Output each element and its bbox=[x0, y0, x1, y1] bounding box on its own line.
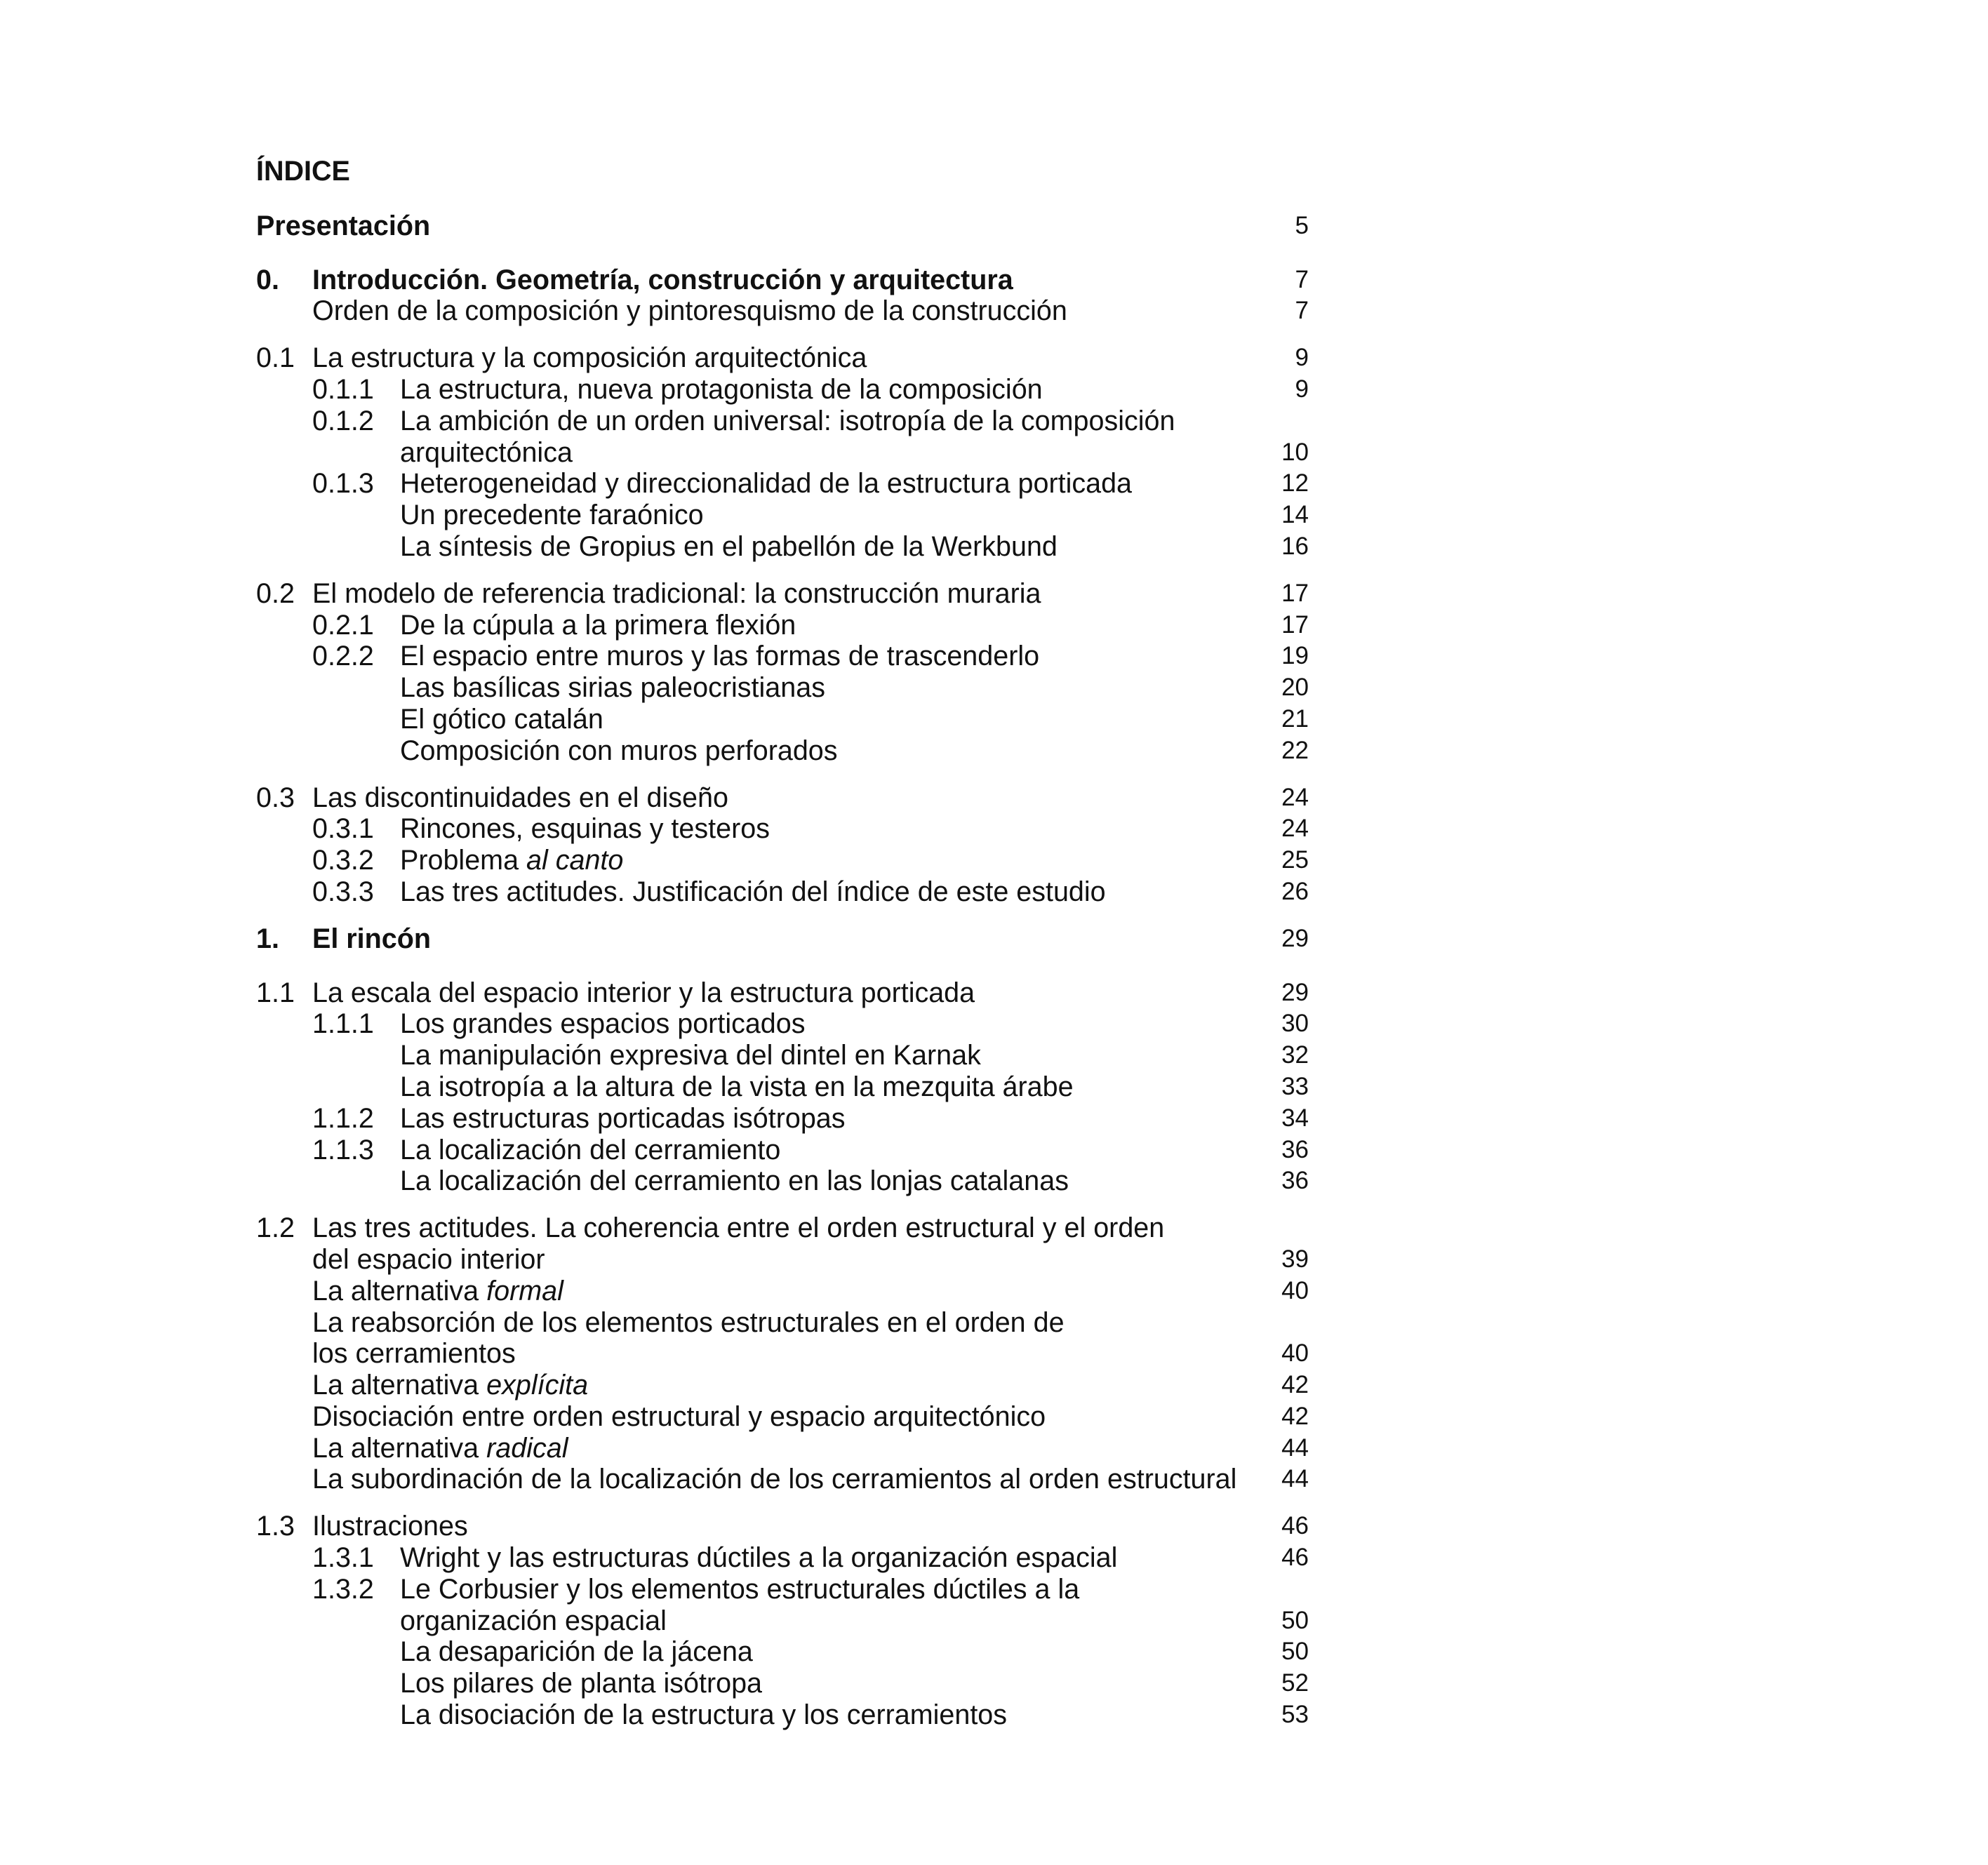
toc-entry-text: Las tres actitudes. La coherencia entre el orden estructural y el orden bbox=[312, 1212, 1165, 1244]
toc-entry-page: 29 bbox=[1281, 924, 1309, 952]
toc-entry-text: De la cúpula a la primera flexión bbox=[400, 609, 796, 641]
toc-group bbox=[256, 1212, 1309, 1495]
toc-entry-text: La manipulación expresiva del dintel en Karnak bbox=[400, 1040, 981, 1071]
toc-entry-text: Wright y las estructuras dúctiles a la organización espacial bbox=[400, 1542, 1118, 1574]
toc-entry bbox=[256, 813, 1309, 845]
toc-entry bbox=[256, 1433, 1309, 1464]
toc-entry-title bbox=[400, 1135, 1239, 1166]
toc-entry-title bbox=[312, 1276, 1239, 1307]
toc-entry-page: 46 bbox=[1281, 1544, 1309, 1572]
toc-entry-page: 46 bbox=[1281, 1512, 1309, 1540]
toc-entry-text: Introducción. Geometría, construcción y arquitectura bbox=[312, 264, 1013, 295]
toc-entry-title bbox=[400, 1008, 1239, 1040]
toc-entry bbox=[256, 735, 1309, 767]
toc-entry-page: 40 bbox=[1281, 1276, 1309, 1304]
toc-entry-page: 17 bbox=[1281, 610, 1309, 639]
toc-entry bbox=[256, 1464, 1309, 1495]
toc-group bbox=[256, 923, 1309, 955]
toc-entry-title bbox=[400, 1636, 1239, 1668]
toc-entry-page: 12 bbox=[1281, 469, 1309, 497]
toc-entry-page: 36 bbox=[1281, 1167, 1309, 1195]
toc-entry bbox=[256, 210, 1309, 242]
toc-entry-text: La estructura y la composición arquitectónica bbox=[312, 342, 867, 374]
toc-entry bbox=[256, 1699, 1309, 1731]
toc-groups bbox=[256, 210, 1309, 1731]
toc-entry-title bbox=[400, 1699, 1239, 1731]
toc-group bbox=[256, 977, 1309, 1198]
toc-entry bbox=[256, 500, 1309, 531]
toc-entry-text: Orden de la composición y pintoresquismo de la construcción bbox=[312, 295, 1067, 327]
toc-entry-text: La alternativa bbox=[312, 1432, 487, 1464]
toc-entry bbox=[256, 578, 1309, 610]
toc-entry-number: 1.1.2 bbox=[312, 1102, 374, 1134]
toc-entry-title bbox=[312, 977, 1239, 1009]
toc-entry-title bbox=[312, 1212, 1239, 1276]
toc-entry-italic: formal bbox=[486, 1275, 563, 1306]
toc-entry-title bbox=[312, 578, 1239, 610]
toc-entry-text: Los grandes espacios porticados bbox=[400, 1008, 806, 1040]
toc-entry-text: Las tres actitudes. Justificación del índice de este estudio bbox=[400, 876, 1106, 907]
toc-entry-page: 20 bbox=[1281, 674, 1309, 702]
toc-entry-title bbox=[312, 1464, 1239, 1495]
toc-entry-title bbox=[400, 1071, 1239, 1103]
toc-entry-title bbox=[400, 374, 1239, 406]
toc-entry-text: Un precedente faraónico bbox=[400, 500, 704, 531]
toc-entry-page: 24 bbox=[1281, 783, 1309, 811]
toc-entry-text-continued: organización espacial bbox=[400, 1605, 667, 1636]
toc-entry-text: El modelo de referencia tradicional: la construcción muraria bbox=[312, 577, 1041, 609]
toc-entry bbox=[256, 531, 1309, 563]
toc-entry-page: 42 bbox=[1281, 1402, 1309, 1430]
toc-entry-page: 39 bbox=[1281, 1245, 1309, 1273]
toc-entry-text: La subordinación de la localización de los cerramientos al orden estructural bbox=[312, 1464, 1237, 1495]
toc-entry-text: La alternativa bbox=[312, 1275, 487, 1306]
toc-entry-title bbox=[312, 923, 1239, 955]
toc-entry bbox=[256, 1071, 1309, 1103]
toc-group bbox=[256, 265, 1309, 328]
toc-entry-text: El rincón bbox=[312, 923, 431, 954]
toc-entry-title bbox=[400, 704, 1239, 735]
toc-entry-title bbox=[400, 1103, 1239, 1135]
toc-group bbox=[256, 578, 1309, 767]
toc-entry-text: La escala del espacio interior y la estructura porticada bbox=[312, 977, 975, 1008]
toc-entry-page: 22 bbox=[1281, 736, 1309, 764]
toc-entry bbox=[256, 845, 1309, 876]
toc-entry-number: 0.3.2 bbox=[312, 845, 374, 876]
toc-entry-text: El espacio entre muros y las formas de trascenderlo bbox=[400, 641, 1040, 672]
toc-entry-page: 36 bbox=[1281, 1135, 1309, 1163]
toc-entry bbox=[256, 1542, 1309, 1574]
toc-entry-title bbox=[312, 295, 1239, 327]
toc-title: ÍNDICE bbox=[256, 156, 350, 187]
toc-entry-text: Disociación entre orden estructural y espacio arquitectónico bbox=[312, 1401, 1046, 1432]
toc-entry-page: 21 bbox=[1281, 704, 1309, 733]
toc-entry bbox=[256, 923, 1309, 955]
toc-entry-page: 10 bbox=[1281, 438, 1309, 466]
toc-entry-text-continued: arquitectónica bbox=[400, 436, 573, 468]
toc-entry-page: 50 bbox=[1281, 1606, 1309, 1634]
toc-entry-number: 1.3.2 bbox=[312, 1573, 374, 1605]
toc-entry bbox=[256, 1401, 1309, 1433]
toc-entry-number: 0. bbox=[256, 264, 279, 295]
toc-entry-page: 14 bbox=[1281, 501, 1309, 529]
toc-entry bbox=[256, 1307, 1309, 1370]
toc-entry-title bbox=[400, 500, 1239, 531]
toc-entry bbox=[256, 1668, 1309, 1699]
toc-entry-title bbox=[312, 1370, 1239, 1401]
toc-entry-number: 1.3.1 bbox=[312, 1542, 374, 1574]
toc-entry bbox=[256, 1165, 1309, 1197]
toc-entry-text-continued: los cerramientos bbox=[312, 1338, 516, 1370]
toc-entry-number: 0.1.2 bbox=[312, 405, 374, 436]
toc-entry-number: 1.2 bbox=[256, 1212, 295, 1244]
toc-entry-title bbox=[256, 210, 1239, 242]
toc-entry-italic: explícita bbox=[486, 1370, 589, 1401]
toc-entry bbox=[256, 1370, 1309, 1401]
toc-entry-italic: radical bbox=[486, 1432, 568, 1464]
toc-entry-number: 0.3.3 bbox=[312, 876, 374, 907]
toc-entry-text: Las basílicas sirias paleocristianas bbox=[400, 672, 825, 704]
toc-entry-title bbox=[400, 672, 1239, 704]
toc-entry-text: Problema bbox=[400, 845, 527, 876]
toc-entry-text: La alternativa bbox=[312, 1370, 487, 1401]
toc-entry bbox=[256, 406, 1309, 469]
toc-entry bbox=[256, 374, 1309, 406]
toc-entry-text: Rincones, esquinas y testeros bbox=[400, 813, 770, 845]
toc-entry-text-continued: del espacio interior bbox=[312, 1243, 545, 1275]
toc-entry bbox=[256, 1040, 1309, 1071]
table-of-contents bbox=[256, 156, 1309, 1746]
toc-entry bbox=[256, 342, 1309, 374]
toc-entry-title bbox=[400, 468, 1239, 500]
toc-entry-page: 24 bbox=[1281, 815, 1309, 843]
toc-entry bbox=[256, 468, 1309, 500]
toc-entry-number: 0.2.1 bbox=[312, 609, 374, 641]
toc-entry-title bbox=[400, 1668, 1239, 1699]
toc-entry-text: Las discontinuidades en el diseño bbox=[312, 782, 728, 813]
toc-entry-title bbox=[312, 1401, 1239, 1433]
toc-group bbox=[256, 342, 1309, 563]
toc-group bbox=[256, 1511, 1309, 1731]
toc-entry-title bbox=[400, 1040, 1239, 1071]
toc-entry-number: 0.1 bbox=[256, 342, 295, 374]
toc-entry-page: 16 bbox=[1281, 532, 1309, 560]
toc-entry bbox=[256, 1212, 1309, 1276]
toc-entry-page: 42 bbox=[1281, 1371, 1309, 1399]
toc-entry bbox=[256, 265, 1309, 296]
toc-entry-page: 5 bbox=[1295, 211, 1309, 239]
toc-entry-title bbox=[312, 342, 1239, 374]
toc-entry-text: La síntesis de Gropius en el pabellón de la Werkbund bbox=[400, 530, 1058, 562]
toc-entry bbox=[256, 1103, 1309, 1135]
toc-entry-text: La localización del cerramiento en las lonjas catalanas bbox=[400, 1165, 1069, 1197]
toc-entry-title bbox=[400, 1574, 1239, 1637]
toc-entry-page: 50 bbox=[1281, 1638, 1309, 1666]
toc-entry-number: 0.3.1 bbox=[312, 813, 374, 845]
toc-entry bbox=[256, 641, 1309, 672]
toc-entry-title bbox=[400, 641, 1239, 672]
toc-entry-title bbox=[400, 610, 1239, 641]
toc-entry-title bbox=[312, 265, 1239, 296]
toc-entry-text: La localización del cerramiento bbox=[400, 1134, 781, 1165]
toc-entry-page: 44 bbox=[1281, 1433, 1309, 1462]
toc-entry-page: 9 bbox=[1295, 344, 1309, 372]
toc-entry-title bbox=[400, 735, 1239, 767]
toc-entry-text: La reabsorción de los elementos estructurales en el orden de bbox=[312, 1306, 1065, 1338]
toc-entry-title bbox=[400, 1165, 1239, 1197]
toc-entry bbox=[256, 1574, 1309, 1637]
toc-entry-page: 32 bbox=[1281, 1041, 1309, 1069]
toc-entry-text: Las estructuras porticadas isótropas bbox=[400, 1102, 846, 1134]
toc-entry-page: 7 bbox=[1295, 297, 1309, 325]
toc-entry bbox=[256, 1511, 1309, 1542]
toc-entry bbox=[256, 1636, 1309, 1668]
toc-entry-text: El gótico catalán bbox=[400, 703, 603, 735]
toc-entry-number: 1. bbox=[256, 923, 279, 954]
toc-entry-text: Le Corbusier y los elementos estructurales dúctiles a la bbox=[400, 1573, 1080, 1605]
toc-entry-page: 52 bbox=[1281, 1669, 1309, 1697]
toc-entry-number: 0.1.1 bbox=[312, 373, 374, 405]
toc-entry bbox=[256, 1276, 1309, 1307]
toc-entry-page: 40 bbox=[1281, 1339, 1309, 1368]
toc-entry-page: 33 bbox=[1281, 1072, 1309, 1100]
toc-entry-title bbox=[312, 1307, 1239, 1370]
toc-entry-title bbox=[312, 1511, 1239, 1542]
toc-entry-number: 1.3 bbox=[256, 1511, 295, 1542]
toc-entry-number: 0.3 bbox=[256, 782, 295, 813]
toc-entry-text: La isotropía a la altura de la vista en la mezquita árabe bbox=[400, 1071, 1074, 1102]
toc-entry-text: La desaparición de la jácena bbox=[400, 1636, 753, 1668]
toc-entry-title bbox=[312, 782, 1239, 814]
toc-entry bbox=[256, 977, 1309, 1009]
toc-entry-page: 19 bbox=[1281, 642, 1309, 670]
toc-entry-number: 0.1.3 bbox=[312, 468, 374, 500]
toc-entry-text: Ilustraciones bbox=[312, 1511, 468, 1542]
toc-entry-title bbox=[400, 406, 1239, 469]
toc-entry-page: 25 bbox=[1281, 846, 1309, 874]
toc-entry bbox=[256, 672, 1309, 704]
toc-entry-text: Presentación bbox=[256, 210, 431, 241]
toc-entry bbox=[256, 1008, 1309, 1040]
toc-entry-page: 53 bbox=[1281, 1701, 1309, 1729]
toc-entry-number: 1.1.3 bbox=[312, 1134, 374, 1165]
toc-entry bbox=[256, 704, 1309, 735]
toc-group bbox=[256, 782, 1309, 908]
toc-entry-text: La disociación de la estructura y los cerramientos bbox=[400, 1699, 1008, 1731]
toc-entry-page: 44 bbox=[1281, 1465, 1309, 1493]
toc-entry-page: 26 bbox=[1281, 877, 1309, 905]
toc-entry-italic: al canto bbox=[526, 845, 624, 876]
toc-entry bbox=[256, 295, 1309, 327]
toc-entry-title bbox=[312, 1433, 1239, 1464]
toc-entry-text: La ambición de un orden universal: isotropía de la composición bbox=[400, 405, 1175, 436]
toc-entry-text: Composición con muros perforados bbox=[400, 735, 838, 766]
toc-entry bbox=[256, 610, 1309, 641]
toc-entry-page: 9 bbox=[1295, 375, 1309, 403]
toc-entry-number: 0.2.2 bbox=[312, 641, 374, 672]
toc-entry-title bbox=[400, 876, 1239, 908]
toc-entry-title bbox=[400, 845, 1239, 876]
toc-entry-text: La estructura, nueva protagonista de la composición bbox=[400, 373, 1043, 405]
toc-entry bbox=[256, 1135, 1309, 1166]
toc-entry bbox=[256, 782, 1309, 814]
toc-entry-page: 29 bbox=[1281, 978, 1309, 1006]
toc-entry-text: Los pilares de planta isótropa bbox=[400, 1668, 763, 1699]
toc-entry bbox=[256, 876, 1309, 908]
toc-entry-number: 1.1 bbox=[256, 977, 295, 1008]
toc-entry-page: 34 bbox=[1281, 1104, 1309, 1132]
toc-group bbox=[256, 210, 1309, 242]
toc-entry-number: 1.1.1 bbox=[312, 1008, 374, 1040]
toc-entry-title bbox=[400, 531, 1239, 563]
toc-entry-text: Heterogeneidad y direccionalidad de la estructura porticada bbox=[400, 468, 1133, 500]
toc-entry-title bbox=[400, 813, 1239, 845]
toc-entry-page: 7 bbox=[1295, 265, 1309, 293]
toc-entry-number: 0.2 bbox=[256, 577, 295, 609]
toc-entry-page: 17 bbox=[1281, 579, 1309, 607]
toc-entry-title bbox=[400, 1542, 1239, 1574]
toc-entry-page: 30 bbox=[1281, 1010, 1309, 1038]
